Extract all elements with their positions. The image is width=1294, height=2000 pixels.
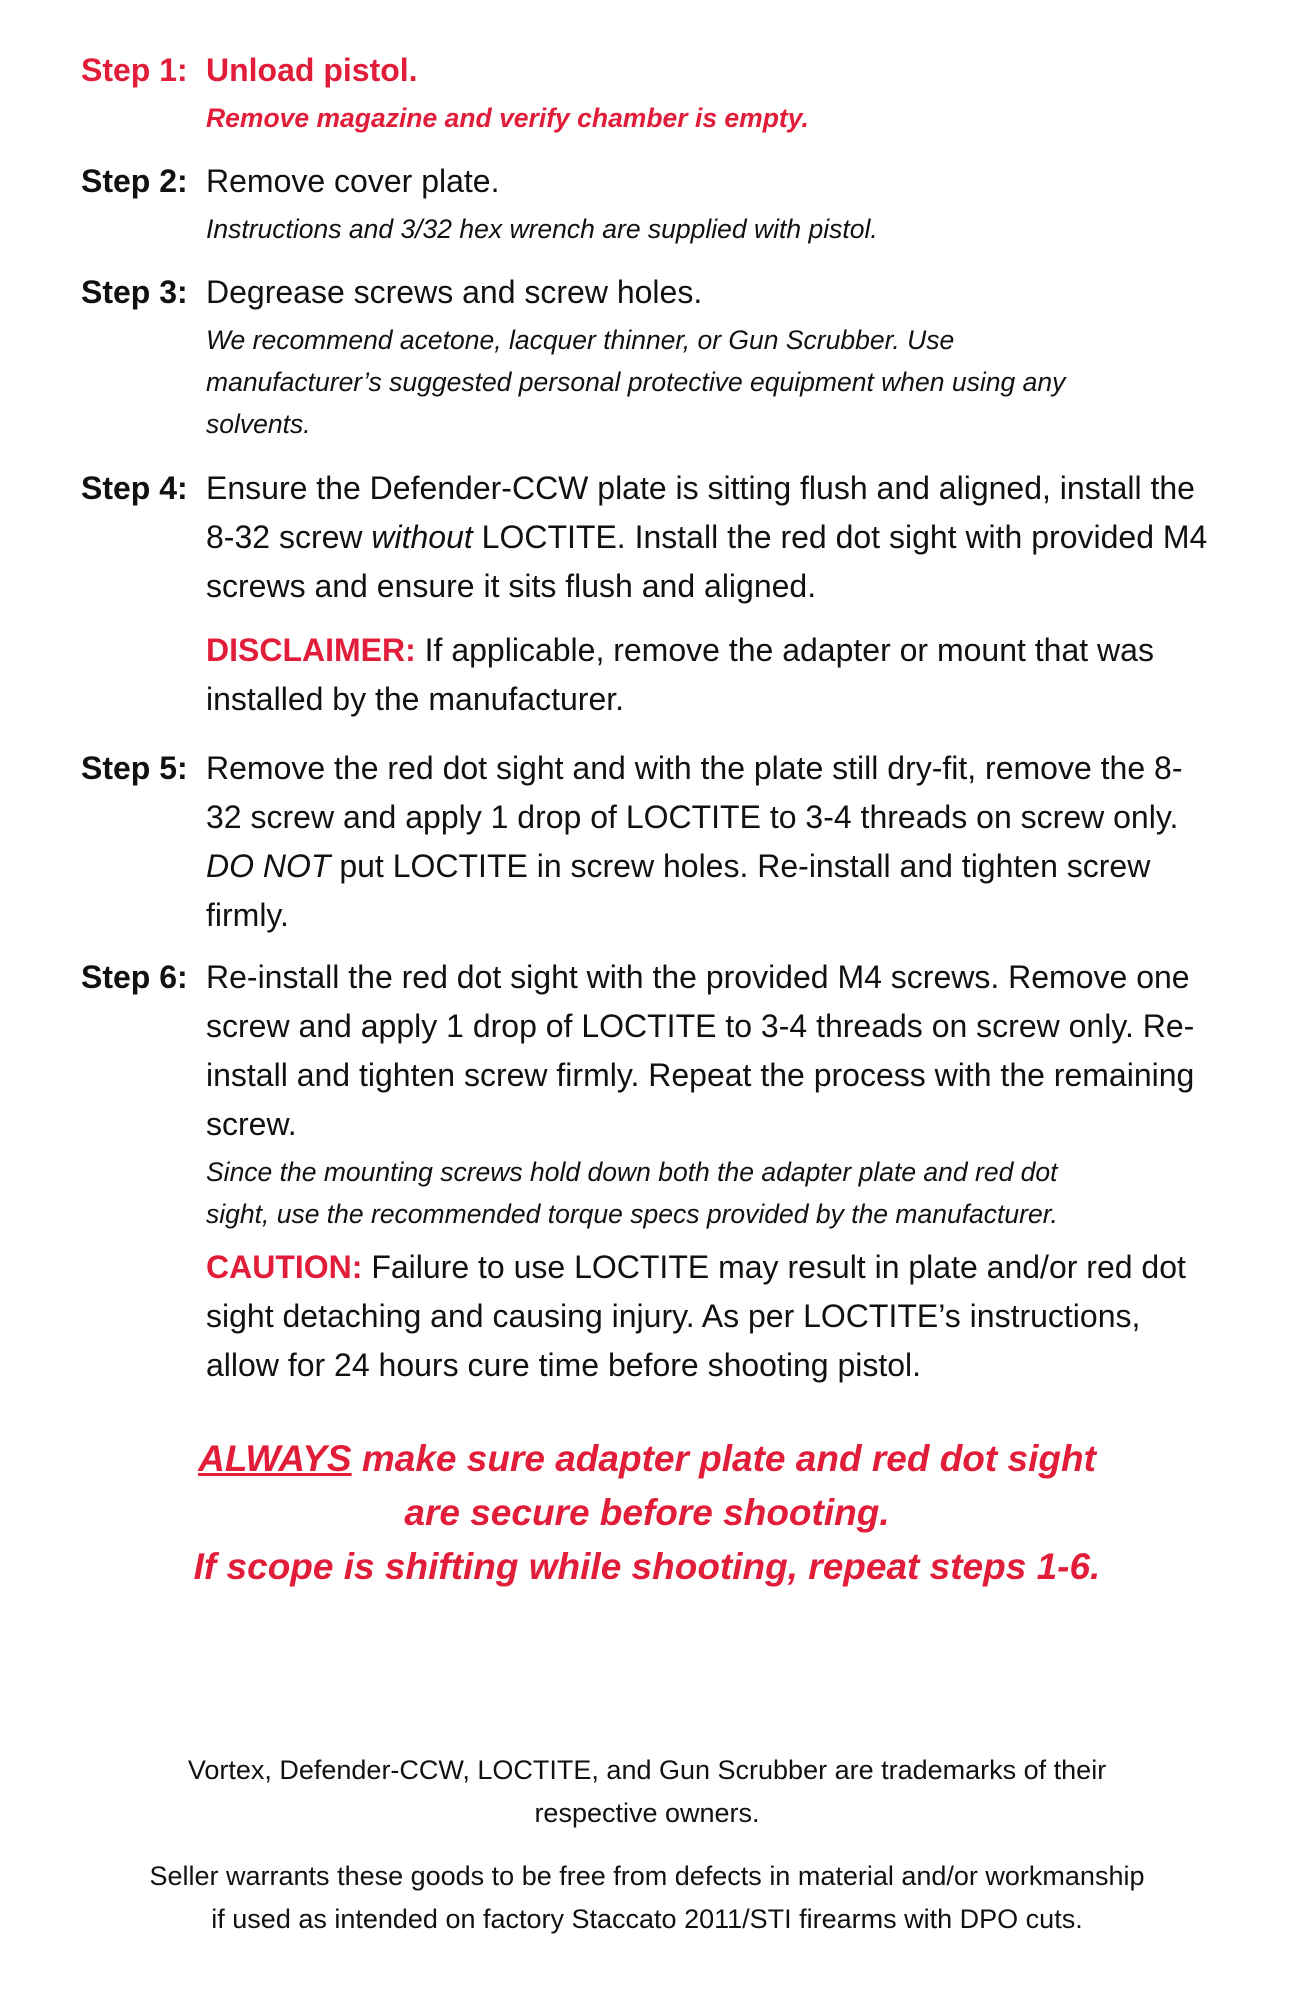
final-warning-line-1 (0, 1432, 1294, 1486)
caution-label: CAUTION: (206, 1249, 363, 1285)
step-3-text: Degrease screws and screw holes. (206, 274, 703, 310)
step-4-label: Step 4: (81, 470, 188, 506)
step-1-note: Remove magazine and verify chamber is empty. (206, 103, 809, 133)
step-3-note (206, 319, 1216, 445)
final-warning-line-2: are secure before shooting. (404, 1492, 890, 1533)
step-1 (81, 46, 1221, 139)
trademark-line: respective owners. (534, 1798, 760, 1828)
final-line-1-rest: make sure adapter plate and red dot sight (351, 1438, 1096, 1479)
step-3-note-line: solvents. (206, 409, 311, 439)
disclaimer (206, 626, 1216, 724)
step-5 (81, 744, 1221, 940)
always-text: ALWAYS (198, 1438, 352, 1479)
step-3 (81, 268, 1221, 445)
step-6-note-line: Since the mounting screws hold down both the adapter plate and red dot (206, 1157, 1058, 1187)
step-5-text-b: put LOCTITE in screw holes. Re-install and tighten screw firmly. (206, 848, 1151, 933)
step-2-text: Remove cover plate. (206, 163, 500, 199)
step-6 (81, 953, 1221, 1390)
step-1-text: Unload pistol. (206, 52, 418, 88)
caution-text: Failure to use LOCTITE may result in plate and/or red dot sight detaching and causing injury. As per LOCTITE’s instructions, allow for 24 hours cure time before shooting pistol. (206, 1249, 1186, 1383)
disclaimer-label: DISCLAIMER: (206, 632, 416, 668)
final-warning (0, 1432, 1294, 1594)
trademark-line: Vortex, Defender-CCW, LOCTITE, and Gun Scrubber are trademarks of their (187, 1755, 1107, 1785)
warranty-line: Seller warrants these goods to be free from defects in material and/or workmanship (149, 1861, 1145, 1891)
step-4-emphasis: without (371, 519, 473, 555)
step-3-label: Step 3: (81, 274, 188, 310)
step-4-text-b: LOCTITE. Install the red dot sight with provided M4 screws and ensure it sits flush and aligned. (206, 519, 1208, 604)
warranty-line: if used as intended on factory Staccato 2011/STI firearms with DPO cuts. (211, 1904, 1083, 1934)
step-5-emphasis: DO NOT (206, 848, 331, 884)
step-3-note-line: manufacturer’s suggested personal protective equipment when using any (206, 367, 1066, 397)
step-4-text-a: Ensure the Defender-CCW plate is sitting flush and aligned, install the 8-32 screw (206, 470, 1195, 555)
caution (206, 1243, 1216, 1390)
step-1-label: Step 1: (81, 52, 188, 88)
warranty-notice (0, 1855, 1294, 1941)
step-5-label: Step 5: (81, 750, 188, 786)
step-6-note-line: sight, use the recommended torque specs provided by the manufacturer. (206, 1199, 1058, 1229)
step-4 (81, 464, 1221, 724)
step-2-label: Step 2: (81, 163, 188, 199)
step-5-text (206, 744, 1216, 940)
step-2 (81, 157, 1221, 250)
final-warning-line-3: If scope is shifting while shooting, repeat steps 1-6. (193, 1546, 1101, 1587)
step-6-text: Re-install the red dot sight with the provided M4 screws. Remove one screw and apply 1 drop of LOCTITE to 3-4 threads on screw only. Re-install and tighten screw firmly. Repeat the process with the remaining screw. (206, 959, 1195, 1142)
step-6-label: Step 6: (81, 959, 188, 995)
step-6-note (206, 1151, 1216, 1235)
step-5-text-a: Remove the red dot sight and with the plate still dry-fit, remove the 8-32 screw and apply 1 drop of LOCTITE to 3-4 threads on screw only. (206, 750, 1183, 835)
disclaimer-text: If applicable, remove the adapter or mount that was installed by the manufacturer. (206, 632, 1154, 717)
step-2-note: Instructions and 3/32 hex wrench are supplied with pistol. (206, 214, 878, 244)
trademark-notice (0, 1749, 1294, 1835)
step-3-note-line: We recommend acetone, lacquer thinner, or Gun Scrubber. Use (206, 325, 955, 355)
step-4-text (206, 464, 1216, 611)
